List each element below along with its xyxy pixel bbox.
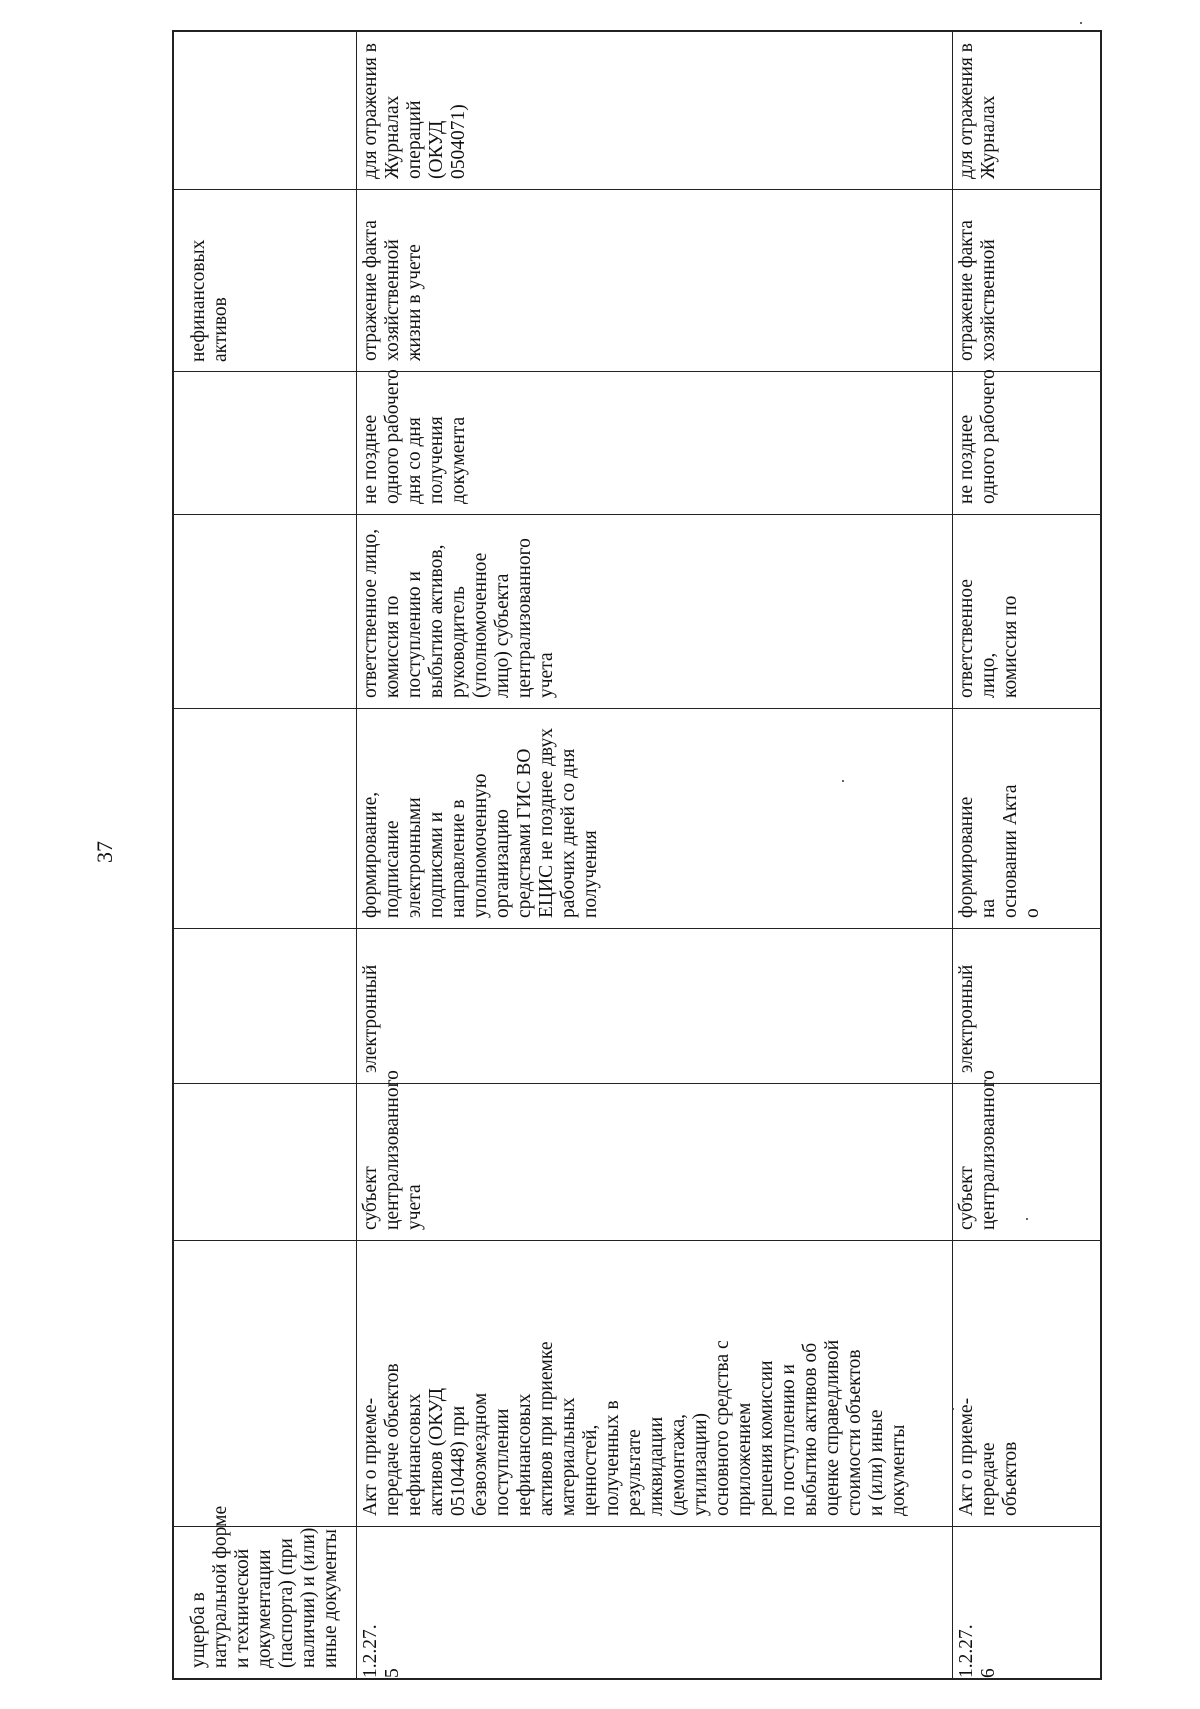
scan-speck xyxy=(1026,1218,1028,1220)
cell-text: Акт о приеме- передаче объектов нефинансовых активов (ОКУД 0510448) при безвозмездном поступлении нефинансовых активов при приемке материальных ценностей, полученных в результате ликвидации (демонтажа, утилизации) основного средства с приложением решения комиссии по поступлению и выбытию активов об оценке справедливой стоимости объектов и (или) иные документы xyxy=(360,1339,909,1516)
cell-text: не позднее одного рабочего дня со дня получения документа xyxy=(360,369,469,504)
cell-text: электронный xyxy=(956,964,977,1073)
column-divider xyxy=(174,1240,1100,1241)
cell-text: не позднее одного рабочего xyxy=(956,369,999,504)
cell-text: ответственное лицо, комиссия по поступлению и выбытию активов, руководитель (уполномоченное лицо) субъекта централизованного учета xyxy=(360,528,557,698)
row-number: 1.2.27. 5 xyxy=(360,1624,403,1678)
cell-text: Акт о приеме- передаче объектов xyxy=(956,1397,1021,1516)
cell-text: ответственное лицо, комиссия по xyxy=(956,579,1021,698)
cell-text: нефинансовых активов xyxy=(188,239,231,362)
column-divider xyxy=(174,514,1100,515)
column-divider xyxy=(174,928,1100,929)
cell-text: формирование, подписание электронными подписями и направление в уполномоченную организацию средствами ГИС ВО ЕЦИС не позднее двух рабочих дней со дня получения xyxy=(360,728,601,918)
scan-speck xyxy=(842,780,844,782)
cell-text: субъект централизованного учета xyxy=(360,1070,425,1230)
scan-speck xyxy=(1080,22,1082,24)
cell-text: отражение факта хозяйственной жизни в учете xyxy=(360,220,425,361)
document-table xyxy=(172,30,1102,1680)
cell-text: субъект централизованного xyxy=(956,1070,999,1230)
scan-speck xyxy=(952,1408,954,1410)
row-divider xyxy=(356,32,357,1678)
row-number: 1.2.27. 6 xyxy=(956,1624,999,1678)
cell-text: ущерба в натуральной форме и технической документации (паспорта) (при наличии) и (или) иные документы xyxy=(188,1505,341,1668)
cell-text: для отражения в Журналах операций (ОКУД 0504071) xyxy=(360,43,469,179)
page-number: 37 xyxy=(92,841,117,863)
column-divider xyxy=(174,708,1100,709)
cell-text: электронный xyxy=(360,964,381,1073)
column-divider xyxy=(174,189,1100,190)
cell-text: отражение факта хозяйственной xyxy=(956,220,999,361)
cell-text: формирование на основании Акта о xyxy=(956,784,1043,918)
cell-text: для отражения в Журналах xyxy=(956,43,999,179)
row-divider xyxy=(952,32,953,1678)
